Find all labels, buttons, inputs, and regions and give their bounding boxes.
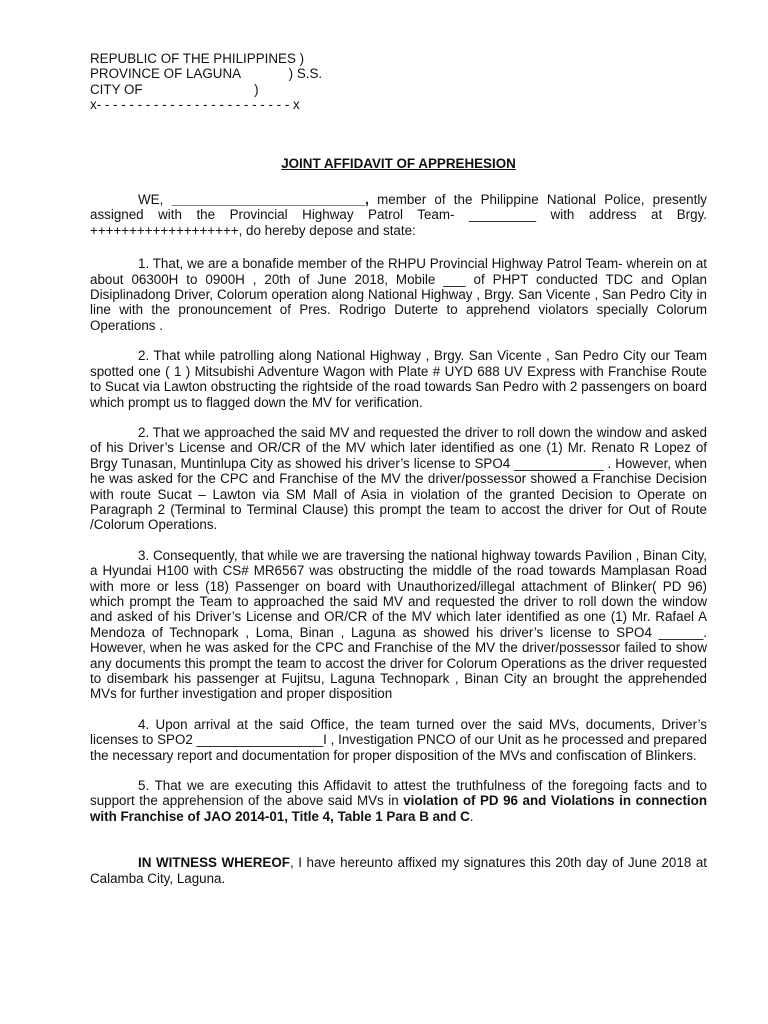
intro-paragraph [90,192,707,238]
intro-we: WE, [138,192,172,208]
paragraph-5-lead: 5. That we are executing this Affidavit to attest the truthfulness of the foregoing facts and to support the apprehension of the above said MVs in [90,778,707,809]
document-title: JOINT AFFIDAVIT OF APPREHESION [281,155,516,171]
paragraph-2a [90,348,707,410]
paragraph-3-text: 3. Consequently, that while we are traversing the national highway towards Pavilion , Binan City, a Hyundai H100 with CS# MR6567 was obstructing the middle of the road towards Mamplasan Road with more or less (18) Passenger on board with Unauthorized/illegal attachment of Blinker( PD 96) which prompt the Team to approached the said MV and requested the driver to roll down the window and asked of his Driver’s License and OR/CR of the MV which later identified as one (1) Mr. Rafael A Mendoza of Technopark , Loma, Binan , Laguna as showed his driver’s license to SPO4 ______. However, when he was asked for the CPC and Franchise of the MV the driver/possessor failed to show any documents this prompt the team to accost the driver for Colorum Operations as the driver requested to disembark his passenger at Fujitsu, Laguna Technopark , Binan City an brought the apprehended MVs for further investigation and proper disposition [90,547,708,702]
header-line-province: PROVINCE OF LAGUNA ) S.S. [90,66,323,82]
paragraph-3 [90,548,707,702]
witness-rest: , I have hereunto affixed my signatures this 20th day of June 2018 at Calamba City, Laguna. [90,855,707,886]
witness-lead: IN WITNESS WHEREOF [138,855,290,871]
header-line-city: CITY OF ) [90,81,259,97]
intro-rest: member of the Philippine National Police, presently assigned with the Provincial Highway Patrol Team- _________ with address at Brgy. +++++++++++++++++++, do hereby depose and state: [90,192,707,238]
paragraph-5 [90,778,707,824]
paragraph-1-text: 1. That, we are a bonafide member of the RHPU Provincial Highway Patrol Team- wherein on at about 06300H to 0900H , 20th of June 2018, Mobile ___ of PHPT conducted TDC and Oplan Disiplinadong Driver, Colorum operation along National Highway , Brgy. San Vicente , San Pedro City in line with the pronouncement of Pres. Rodrigo Duterte to apprehend violators specially Colorum Operations . [90,256,707,333]
header-line-separator: x- - - - - - - - - - - - - - - - - - - - - - - - x [90,97,300,113]
affidavit-page [90,51,707,886]
caption-header [90,51,707,113]
paragraph-4 [90,717,707,763]
paragraph-1 [90,256,707,333]
paragraph-2b-text: 2. That we approached the said MV and requested the driver to roll down the window and asked of his Driver’s License and OR/CR of the MV which later identified as one (1) Mr. Renato R Lopez of Brgy Tunasan, Muntinlupa City as showed his driver’s license to SPO4 ____________ . However, when he was asked for the CPC and Franchise of the MV the driver/possessor showed a Franchise Decision with route Sucat – Lawton via SM Mall of Asia in violation of the granted Decision to Operate on Paragraph 2 (Terminal to Terminal Clause) this prompt the team to accost the driver for Out of Route /Colorum Operations. [90,424,707,533]
paragraph-2a-text: 2. That while patrolling along National Highway , Brgy. San Vicente , San Pedro City our Team spotted one ( 1 ) Mitsubishi Adventure Wagon with Plate # UYD 688 UV Express with Franchise Route to Sucat via Lawton obstructing the rightside of the road towards San Pedro with 2 passengers on board which prompt us to flagged down the MV for verification. [90,348,707,410]
paragraph-5-end: . [469,808,474,824]
witness-paragraph [90,855,707,886]
paragraph-4-text: 4. Upon arrival at the said Office, the team turned over the said MVs, documents, Driver’s licenses to SPO2 _________________I , Investigation PNCO of our Unit as he processed and prepared the necessary report and documentation for proper disposition of the MVs and confiscation of Blinkers. [90,716,707,763]
intro-name-blank: __________________________, [171,192,369,208]
paragraph-2b [90,425,707,533]
header-line-republic: REPUBLIC OF THE PHILIPPINES ) [90,51,305,66]
paragraph-5-violation: violation of PD 96 and Violations in connection with Franchise of JAO 2014-01, Title 4, Table 1 Para B and C [90,793,707,824]
